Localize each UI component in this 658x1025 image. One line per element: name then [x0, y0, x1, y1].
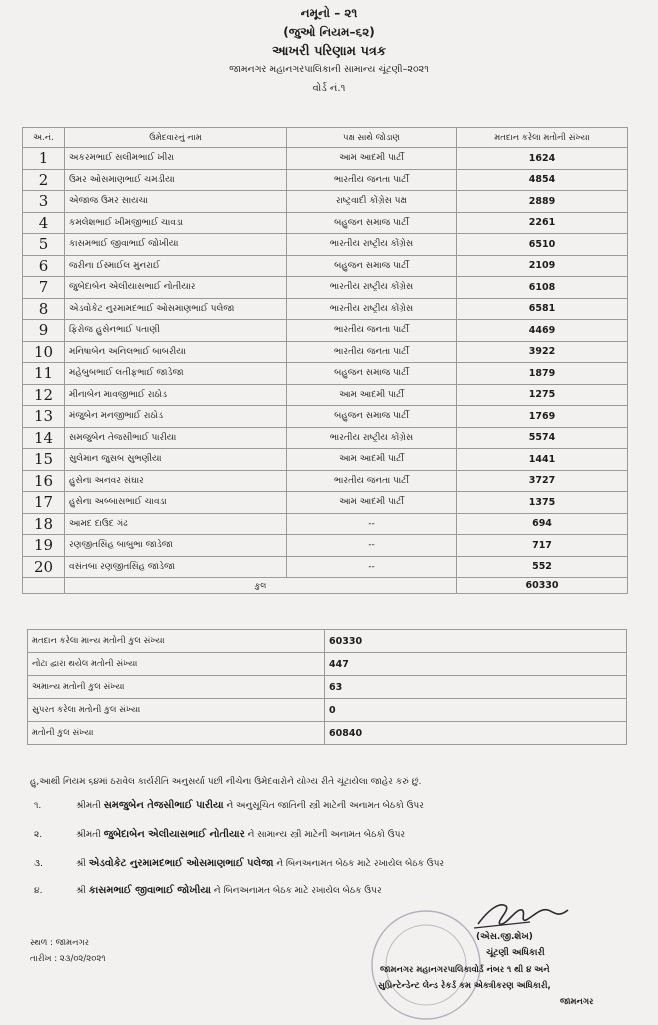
- candidate-name: જરીના ઈસ્માઈલ મુનરાઈ: [65, 255, 287, 277]
- vote-count: 2261: [457, 212, 628, 234]
- table-row: [23, 556, 628, 578]
- table-row: [23, 148, 628, 170]
- party-affiliation: આમ આદમી પાર્ટી: [287, 492, 457, 514]
- summary-value: 60840: [325, 722, 627, 745]
- row-serial: 15: [23, 449, 65, 471]
- vote-count: 3922: [457, 341, 628, 363]
- party-affiliation: આમ આદમી પાર્ટી: [287, 148, 457, 170]
- party-affiliation: ભારતીય જનતા પાર્ટી: [287, 341, 457, 363]
- elected-candidate: [34, 885, 382, 896]
- election-name: જામનગર મહાનગરપાલિકાની સામાન્ય ચૂંટણી–૨૦૨૧: [229, 64, 429, 75]
- candidate-name: મંજુબેન મનજીભાઈ રાઠોડ: [65, 406, 287, 428]
- party-affiliation: બહુજન સમાજ પાર્ટી: [287, 212, 457, 234]
- table-row: [23, 363, 628, 385]
- candidate-name: કમલેશભાઈ ખીમજીભાઈ ચાવડા: [65, 212, 287, 234]
- summary-label: મતદાન કરેલા માન્ય મતોની કુલ સંખ્યા: [28, 630, 325, 653]
- table-row: [23, 384, 628, 406]
- row-serial: 12: [23, 384, 65, 406]
- winner-prefix: શ્રી: [76, 886, 86, 896]
- summary-value: 0: [325, 699, 627, 722]
- row-serial: 3: [23, 191, 65, 213]
- table-row: [23, 406, 628, 428]
- summary-row: [28, 676, 627, 699]
- vote-count: 717: [457, 535, 628, 557]
- row-serial: 11: [23, 363, 65, 385]
- vote-count: 1441: [457, 449, 628, 471]
- winner-seat: ને સામાન્ય સ્ત્રી માટેની અનામત બેઠકો ઉપર: [247, 830, 406, 840]
- candidate-name: કાસમભાઈ જીવાભાઈ જોખીયા: [65, 234, 287, 256]
- col-header-votes: મતદાન કરેલા મતોની સંખ્યા: [457, 128, 628, 148]
- officer-designation-line1: જામનગર મહાનગરપાલિકાવોર્ડ નંબર ૧ થી ૪ અને: [380, 965, 550, 975]
- vote-count: 6581: [457, 298, 628, 320]
- party-affiliation: ભારતીય રાષ્ટ્રીય કોંગ્રેસ: [287, 427, 457, 449]
- row-serial: 20: [23, 556, 65, 578]
- candidate-name: જુબેદાબેન એલીયાસભાઈ નોતીયાર: [65, 277, 287, 299]
- party-affiliation: ભારતીય જનતા પાર્ટી: [287, 169, 457, 191]
- form-number: નમૂનો – ૨૧: [300, 6, 358, 20]
- winner-seat: ને અનુસૂચિત જાતિની સ્ત્રી માટેની અનામત બેઠકો ઉપર: [226, 801, 424, 811]
- vote-count: 1769: [457, 406, 628, 428]
- candidate-name: સુલેમાન જુસબ સુભણીયા: [65, 449, 287, 471]
- results-table: [22, 127, 628, 594]
- candidate-name: અકરમભાઈ સલીમભાઈ ખીરા: [65, 148, 287, 170]
- table-row: [23, 470, 628, 492]
- candidate-name: વસંતબા રણજીતસિંહ જાડેજા: [65, 556, 287, 578]
- table-row: [23, 341, 628, 363]
- candidate-name: સમજુબેન તેજસીભાઈ પારીયા: [65, 427, 287, 449]
- party-affiliation: રાષ્ટ્રવાદી કોંગ્રેસ પક્ષ: [287, 191, 457, 213]
- candidate-name: ઉમર ઓસમાણભાઈ ચમડીયા: [65, 169, 287, 191]
- vote-count: 1375: [457, 492, 628, 514]
- vote-count: 5574: [457, 427, 628, 449]
- candidate-name: મીનાબેન માવજીભાઈ રાઠોડ: [65, 384, 287, 406]
- summary-table: [27, 629, 627, 745]
- officer-designation-line3: જામનગર: [560, 997, 594, 1007]
- table-row: [23, 449, 628, 471]
- party-affiliation: ભારતીય જનતા પાર્ટી: [287, 320, 457, 342]
- candidate-name: મહેબુબભાઈ લતીફભાઈ જાડેજા: [65, 363, 287, 385]
- row-serial: 4: [23, 212, 65, 234]
- summary-row: [28, 630, 627, 653]
- winner-prefix: શ્રીમતી: [76, 801, 101, 811]
- elected-candidate: [34, 829, 405, 840]
- date: તારીખ : ૨૩/૦૨/૨૦૨૧: [30, 954, 106, 964]
- total-row: [23, 578, 628, 594]
- summary-label: સુપરત કરેલા મતોની કુલ સંખ્યા: [28, 699, 325, 722]
- officer-signature: [470, 898, 580, 932]
- declaration-text: હુ,આથી નિયમ ૬૪માં ઠરાવેલ કાર્યરીતિ અનુસર્યા પછી નીચેના ઉમેદવારોને યોગ્ય રીતે ચૂંટાયેલા જાહેર કરું છું.: [30, 777, 422, 787]
- winner-seat: ને બિનઅનામત બેઠક માટે રખાયેલ બેઠક ઉપર: [213, 886, 382, 896]
- vote-count: 1879: [457, 363, 628, 385]
- summary-label: અમાન્ય મતોની કુલ સંખ્યા: [28, 676, 325, 699]
- candidate-name: રણજીતસિંહ બાબુભા જાડેજા: [65, 535, 287, 557]
- party-affiliation: ભારતીય જનતા પાર્ટી: [287, 470, 457, 492]
- row-serial: 13: [23, 406, 65, 428]
- elected-candidate: [34, 858, 444, 869]
- table-row: [23, 298, 628, 320]
- party-affiliation: બહુજન સમાજ પાર્ટી: [287, 363, 457, 385]
- table-row: [23, 492, 628, 514]
- ward-number: વોર્ડ નં.૧: [312, 83, 346, 94]
- party-affiliation: --: [287, 535, 457, 557]
- row-serial: 18: [23, 513, 65, 535]
- table-row: [23, 212, 628, 234]
- party-affiliation: --: [287, 556, 457, 578]
- table-row: [23, 277, 628, 299]
- candidate-name: હુસેના અબ્બાસભાઈ ચાવડા: [65, 492, 287, 514]
- table-row: [23, 255, 628, 277]
- row-serial: 10: [23, 341, 65, 363]
- winner-name: જુબેદાબેન એલીયાસભાઈ નોતીયાર: [103, 829, 245, 840]
- summary-value: 447: [325, 653, 627, 676]
- table-row: [23, 169, 628, 191]
- candidate-name: આમદ દાઉદ ગંઢ: [65, 513, 287, 535]
- winner-name: કાસમભાઈ જીવાભાઈ જોખીયા: [88, 885, 211, 896]
- row-serial: 8: [23, 298, 65, 320]
- vote-count: 1275: [457, 384, 628, 406]
- candidate-name: એજાજ ઉમર સાયચા: [65, 191, 287, 213]
- place: સ્થળ : જામનગર: [30, 938, 90, 948]
- total-label: કુલ: [65, 578, 457, 594]
- party-affiliation: ભારતીય રાષ્ટ્રીય કોંગ્રેસ: [287, 277, 457, 299]
- party-affiliation: બહુજન સમાજ પાર્ટી: [287, 406, 457, 428]
- total-votes: 60330: [457, 578, 628, 594]
- table-row: [23, 513, 628, 535]
- table-row: [23, 320, 628, 342]
- summary-row: [28, 653, 627, 676]
- vote-count: 4854: [457, 169, 628, 191]
- row-serial: 6: [23, 255, 65, 277]
- summary-row: [28, 699, 627, 722]
- party-affiliation: ભારતીય રાષ્ટ્રીય કોંગ્રેસ: [287, 234, 457, 256]
- row-serial: 16: [23, 470, 65, 492]
- winner-prefix: શ્રીમતી: [76, 830, 101, 840]
- summary-value: 60330: [325, 630, 627, 653]
- officer-designation-line2: સુપ્રિન્ટેન્ડેન્ટ લેન્ડ રેકર્ડ કમ એક્ત્રીકરણ અધિકારી,: [378, 981, 551, 991]
- vote-count: 694: [457, 513, 628, 535]
- vote-count: 1624: [457, 148, 628, 170]
- winner-prefix: શ્રી: [76, 859, 86, 869]
- winner-number: ૨.: [34, 830, 43, 840]
- table-row: [23, 234, 628, 256]
- candidate-name: હુસેના અનવર સંઘાર: [65, 470, 287, 492]
- summary-value: 63: [325, 676, 627, 699]
- vote-count: 552: [457, 556, 628, 578]
- party-affiliation: બહુજન સમાજ પાર્ટી: [287, 255, 457, 277]
- winner-number: ૧.: [34, 801, 42, 811]
- winner-number: ૪.: [34, 886, 43, 896]
- row-serial: 9: [23, 320, 65, 342]
- vote-count: 2109: [457, 255, 628, 277]
- table-row: [23, 427, 628, 449]
- winner-seat: ને બિનઅનામત બેઠક માટે રખાયેલ બેઠક ઉપર: [276, 859, 445, 869]
- row-serial: 7: [23, 277, 65, 299]
- officer-title: ચૂંટણી અધિકારી: [486, 948, 545, 958]
- summary-row: [28, 722, 627, 745]
- total-blank: [23, 578, 65, 594]
- row-serial: 2: [23, 169, 65, 191]
- document-title: આખરી પરિણામ પત્રક: [271, 44, 387, 59]
- vote-count: 6510: [457, 234, 628, 256]
- col-header-sn: અ.નં.: [23, 128, 65, 148]
- party-affiliation: --: [287, 513, 457, 535]
- col-header-name: ઉમેદવારનું નામ: [65, 128, 287, 148]
- vote-count: 4469: [457, 320, 628, 342]
- summary-label: મતોની કુલ સંખ્યા: [28, 722, 325, 745]
- table-row: [23, 191, 628, 213]
- winner-number: ૩.: [34, 859, 43, 869]
- winner-name: સમજુબેન તેજસીભાઈ પારીયા: [103, 800, 224, 811]
- party-affiliation: આમ આદમી પાર્ટી: [287, 449, 457, 471]
- row-serial: 1: [23, 148, 65, 170]
- row-serial: 14: [23, 427, 65, 449]
- winner-name: એડવોકેટ નુરમામદભાઈ ઓસમાણભાઈ પલેજા: [88, 858, 274, 869]
- vote-count: 6108: [457, 277, 628, 299]
- elected-candidate: [34, 800, 424, 811]
- row-serial: 5: [23, 234, 65, 256]
- vote-count: 3727: [457, 470, 628, 492]
- row-serial: 17: [23, 492, 65, 514]
- party-affiliation: આમ આદમી પાર્ટી: [287, 384, 457, 406]
- candidate-name: મનિષાબેન અનિલભાઈ બાબરીયા: [65, 341, 287, 363]
- candidate-name: ફિરોજ હુસેનભાઈ પતાણી: [65, 320, 287, 342]
- table-row: [23, 535, 628, 557]
- vote-count: 2889: [457, 191, 628, 213]
- rule-reference: (જુઓ નિયમ–૬૨): [283, 25, 375, 39]
- results-header-row: [23, 128, 628, 148]
- summary-label: નોટા દ્વારા થયેલ મતોની સંખ્યા: [28, 653, 325, 676]
- col-header-party: પક્ષ સાથે જોડાણ: [287, 128, 457, 148]
- candidate-name: એડવોકેટ નુરમામદભાઈ ઓસમાણભાઈ પલેજા: [65, 298, 287, 320]
- officer-name: (એસ.જી.શેખ): [476, 932, 533, 942]
- row-serial: 19: [23, 535, 65, 557]
- party-affiliation: ભારતીય રાષ્ટ્રીય કોંગ્રેસ: [287, 298, 457, 320]
